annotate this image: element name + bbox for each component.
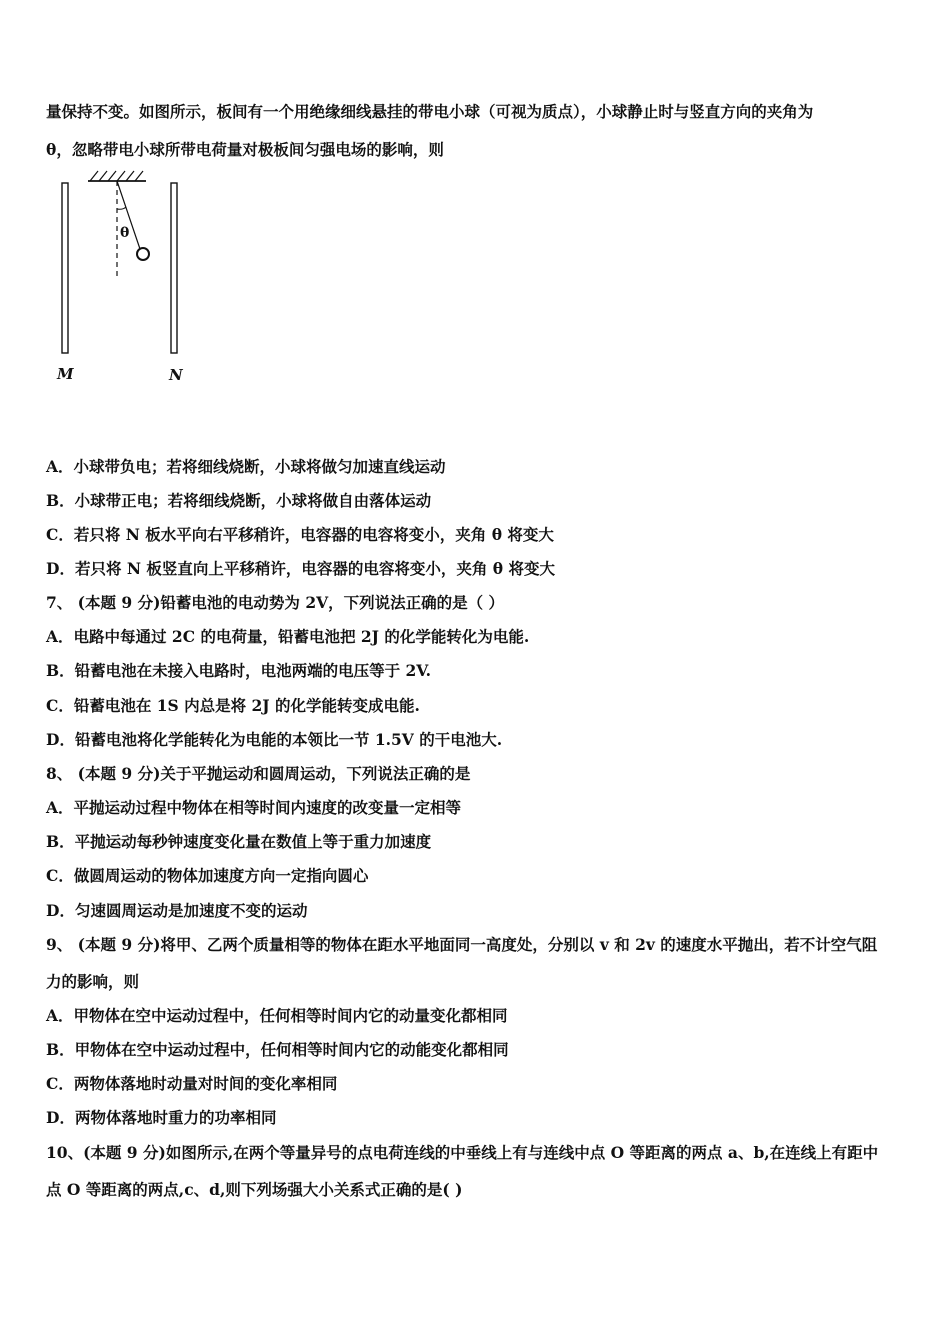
q8-option-d: D．匀速圆周运动是加速度不变的运动 [46, 901, 308, 920]
q6-option-d: D．若只将 N 板竖直向上平移稍许，电容器的电容将变小，夹角 θ 将变大 [46, 559, 556, 578]
q8-stem: 8、 (本题 9 分)关于平抛运动和圆周运动，下列说法正确的是 [46, 764, 471, 783]
q9-stem-line-1: 9、 (本题 9 分)将甲、乙两个质量相等的物体在距水平地面同一高度处，分别以 v 和 2v 的速度水平抛出，若不计空气阻 [46, 935, 878, 954]
charged-ball [137, 248, 149, 260]
q7-option-a: A．电路中每通过 2C 的电荷量，铅蓄电池把 2J 的化学能转化为电能. [46, 627, 530, 646]
q8-option-c: C．做圆周运动的物体加速度方向一定指向圆心 [46, 866, 369, 885]
plate-n-label: N [169, 366, 183, 384]
q9-option-a: A．甲物体在空中运动过程中，任何相等时间内它的动量变化都相同 [46, 1006, 508, 1025]
q6-option-a: A．小球带负电；若将细线烧断，小球将做匀加速直线运动 [46, 457, 446, 476]
q6-option-c: C．若只将 N 板水平向右平移稍许，电容器的电容将变小，夹角 θ 将变大 [46, 525, 554, 544]
q6-option-b: B．小球带正电；若将细线烧断，小球将做自由落体运动 [46, 491, 432, 510]
plate-m-label: M [57, 365, 74, 383]
angle-arc [117, 207, 126, 209]
ceiling-support [88, 171, 146, 181]
theta-label: θ [120, 225, 130, 241]
q7-option-b: B．铅蓄电池在未接入电路时，电池两端的电压等于 2V. [46, 661, 431, 680]
plate-n [171, 183, 177, 353]
q8-option-a: A．平抛运动过程中物体在相等时间内速度的改变量一定相等 [46, 798, 462, 817]
capacitor-pendulum-diagram [50, 165, 210, 395]
q7-option-c: C．铅蓄电池在 1S 内总是将 2J 的化学能转变成电能. [46, 696, 420, 715]
plate-m [62, 183, 68, 353]
q9-stem-line-2: 力的影响，则 [46, 972, 140, 991]
q9-option-d: D．两物体落地时重力的功率相同 [46, 1108, 277, 1127]
q9-option-b: B．甲物体在空中运动过程中，任何相等时间内它的动能变化都相同 [46, 1040, 509, 1059]
q7-stem: 7、 (本题 9 分)铅蓄电池的电动势为 2V，下列说法正确的是（ ） [46, 593, 505, 612]
intro-line-1: 量保持不变。如图所示，板间有一个用绝缘细线悬挂的带电小球（可视为质点），小球静止时与竖直方向的夹角为 [46, 102, 814, 121]
capacitor-pendulum-figure [50, 165, 210, 395]
q8-option-b: B．平抛运动每秒钟速度变化量在数值上等于重力加速度 [46, 832, 432, 851]
q10-stem-line-1: 10、(本题 9 分)如图所示,在两个等量异号的点电荷连线的中垂线上有与连线中点 O 等距离的两点 a、b,在连线上有距中 [46, 1143, 879, 1162]
q7-option-d: D．铅蓄电池将化学能转化为电能的本领比一节 1.5V 的干电池大. [46, 730, 503, 749]
q9-option-c: C．两物体落地时动量对时间的变化率相同 [46, 1074, 338, 1093]
q10-stem-line-2: 点 O 等距离的两点,c、d,则下列场强大小关系式正确的是( ) [46, 1180, 463, 1199]
intro-line-2: θ，忽略带电小球所带电荷量对极板间匀强电场的影响，则 [46, 140, 444, 159]
